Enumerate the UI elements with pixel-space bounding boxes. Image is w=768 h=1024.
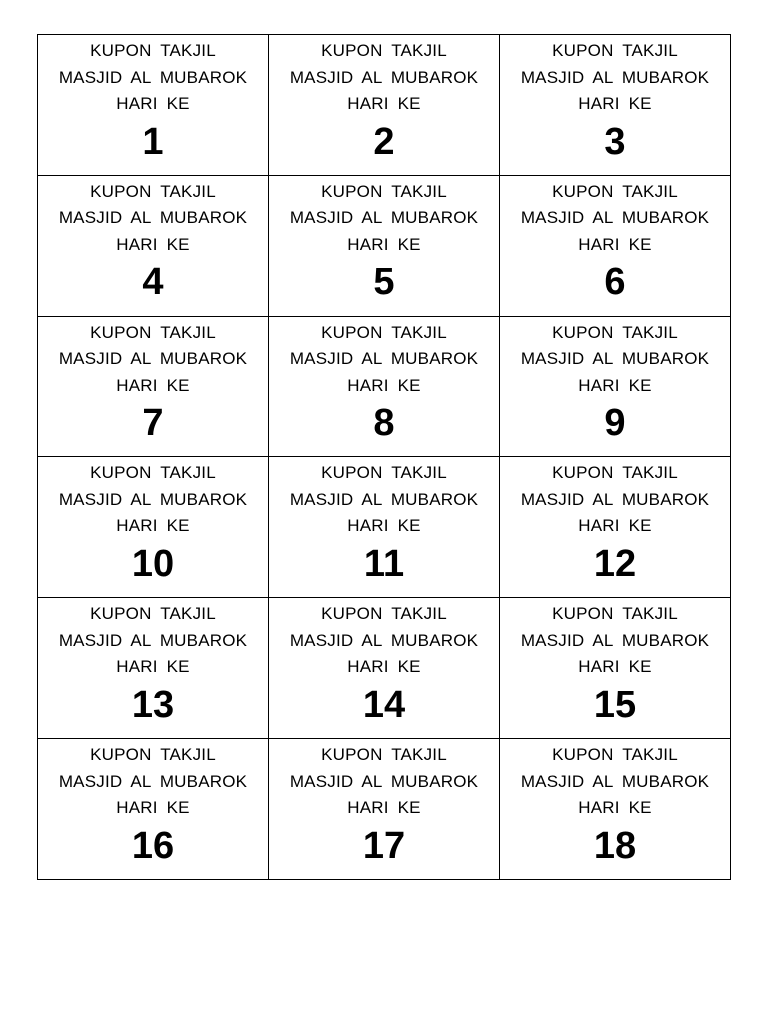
day-label: HARI KE — [116, 234, 190, 254]
day-label: HARI KE — [578, 516, 652, 536]
day-label: HARI KE — [347, 94, 421, 113]
coupon-card — [269, 739, 500, 880]
mosque-name: MASJID AL MUBAROK — [520, 67, 710, 87]
mosque-name: MASJID AL MUBAROK — [289, 771, 479, 791]
coupon-card — [500, 598, 731, 739]
mosque-name: MASJID AL MUBAROK — [520, 489, 710, 509]
coupon-title: KUPON TAKJIL — [90, 322, 216, 342]
day-label: HARI KE — [578, 657, 652, 677]
day-label: HARI KE — [116, 375, 190, 395]
mosque-name: MASJID AL MUBAROK — [289, 208, 479, 228]
coupon-title: KUPON TAKJIL — [90, 463, 216, 483]
coupon-title: KUPON TAKJIL — [321, 463, 447, 483]
day-number: 8 — [373, 402, 395, 445]
mosque-name: MASJID AL MUBAROK — [520, 349, 710, 369]
coupon-card — [500, 317, 731, 458]
coupon-card — [500, 35, 731, 176]
day-number: 10 — [131, 542, 175, 585]
coupon-card — [500, 457, 731, 598]
mosque-name: MASJID AL MUBAROK — [289, 349, 479, 369]
day-label: HARI KE — [116, 657, 190, 677]
day-label: HARI KE — [347, 798, 421, 818]
coupon-card — [38, 317, 269, 458]
coupon-title: KUPON TAKJIL — [552, 463, 678, 483]
mosque-name: MASJID AL MUBAROK — [289, 630, 479, 650]
day-number: 15 — [593, 683, 637, 726]
day-number: 7 — [142, 402, 164, 445]
day-label: HARI KE — [578, 798, 652, 818]
coupon-title: KUPON TAKJIL — [552, 745, 678, 765]
day-number: 4 — [142, 261, 164, 304]
day-number: 2 — [373, 120, 395, 163]
day-number: 12 — [593, 542, 637, 585]
coupon-card — [38, 35, 269, 176]
day-number: 18 — [593, 824, 637, 867]
day-label: HARI KE — [347, 657, 421, 677]
day-label: HARI KE — [578, 375, 652, 395]
coupon-card — [500, 176, 731, 317]
coupon-title: KUPON TAKJIL — [552, 322, 678, 342]
day-number: 5 — [373, 261, 395, 304]
coupon-card — [38, 176, 269, 317]
day-number: 6 — [604, 261, 626, 304]
day-label: HARI KE — [578, 234, 652, 254]
coupon-title: KUPON TAKJIL — [321, 745, 447, 765]
coupon-title: KUPON TAKJIL — [90, 604, 216, 624]
coupon-card — [269, 457, 500, 598]
coupon-sheet — [37, 34, 731, 880]
mosque-name: MASJID AL MUBAROK — [520, 771, 710, 791]
day-number: 13 — [131, 683, 175, 726]
day-label: HARI KE — [578, 94, 652, 113]
day-number: 1 — [142, 120, 164, 163]
mosque-name: MASJID AL MUBAROK — [289, 67, 479, 87]
coupon-title: KUPON TAKJIL — [90, 181, 216, 201]
coupon-title: KUPON TAKJIL — [321, 41, 447, 60]
day-label: HARI KE — [116, 94, 190, 113]
coupon-card — [38, 598, 269, 739]
coupon-card — [269, 35, 500, 176]
coupon-card — [500, 739, 731, 880]
mosque-name: MASJID AL MUBAROK — [58, 771, 248, 791]
coupon-title: KUPON TAKJIL — [321, 604, 447, 624]
day-number: 17 — [362, 824, 406, 867]
coupon-title: KUPON TAKJIL — [552, 604, 678, 624]
day-label: HARI KE — [347, 234, 421, 254]
coupon-card — [38, 457, 269, 598]
day-label: HARI KE — [347, 516, 421, 536]
mosque-name: MASJID AL MUBAROK — [520, 630, 710, 650]
mosque-name: MASJID AL MUBAROK — [520, 208, 710, 228]
coupon-card — [269, 598, 500, 739]
mosque-name: MASJID AL MUBAROK — [58, 630, 248, 650]
day-number: 3 — [604, 120, 626, 163]
mosque-name: MASJID AL MUBAROK — [289, 489, 479, 509]
coupon-title: KUPON TAKJIL — [90, 41, 216, 60]
day-number: 16 — [131, 824, 175, 867]
day-number: 14 — [362, 683, 406, 726]
coupon-title: KUPON TAKJIL — [552, 181, 678, 201]
mosque-name: MASJID AL MUBAROK — [58, 489, 248, 509]
coupon-card — [269, 317, 500, 458]
day-number: 11 — [363, 542, 405, 585]
day-label: HARI KE — [347, 375, 421, 395]
coupon-card — [269, 176, 500, 317]
mosque-name: MASJID AL MUBAROK — [58, 349, 248, 369]
mosque-name: MASJID AL MUBAROK — [58, 67, 248, 87]
coupon-title: KUPON TAKJIL — [90, 745, 216, 765]
day-label: HARI KE — [116, 798, 190, 818]
coupon-title: KUPON TAKJIL — [321, 181, 447, 201]
coupon-title: KUPON TAKJIL — [321, 322, 447, 342]
coupon-card — [38, 739, 269, 880]
day-number: 9 — [604, 402, 626, 445]
mosque-name: MASJID AL MUBAROK — [58, 208, 248, 228]
coupon-title: KUPON TAKJIL — [552, 41, 678, 60]
day-label: HARI KE — [116, 516, 190, 536]
